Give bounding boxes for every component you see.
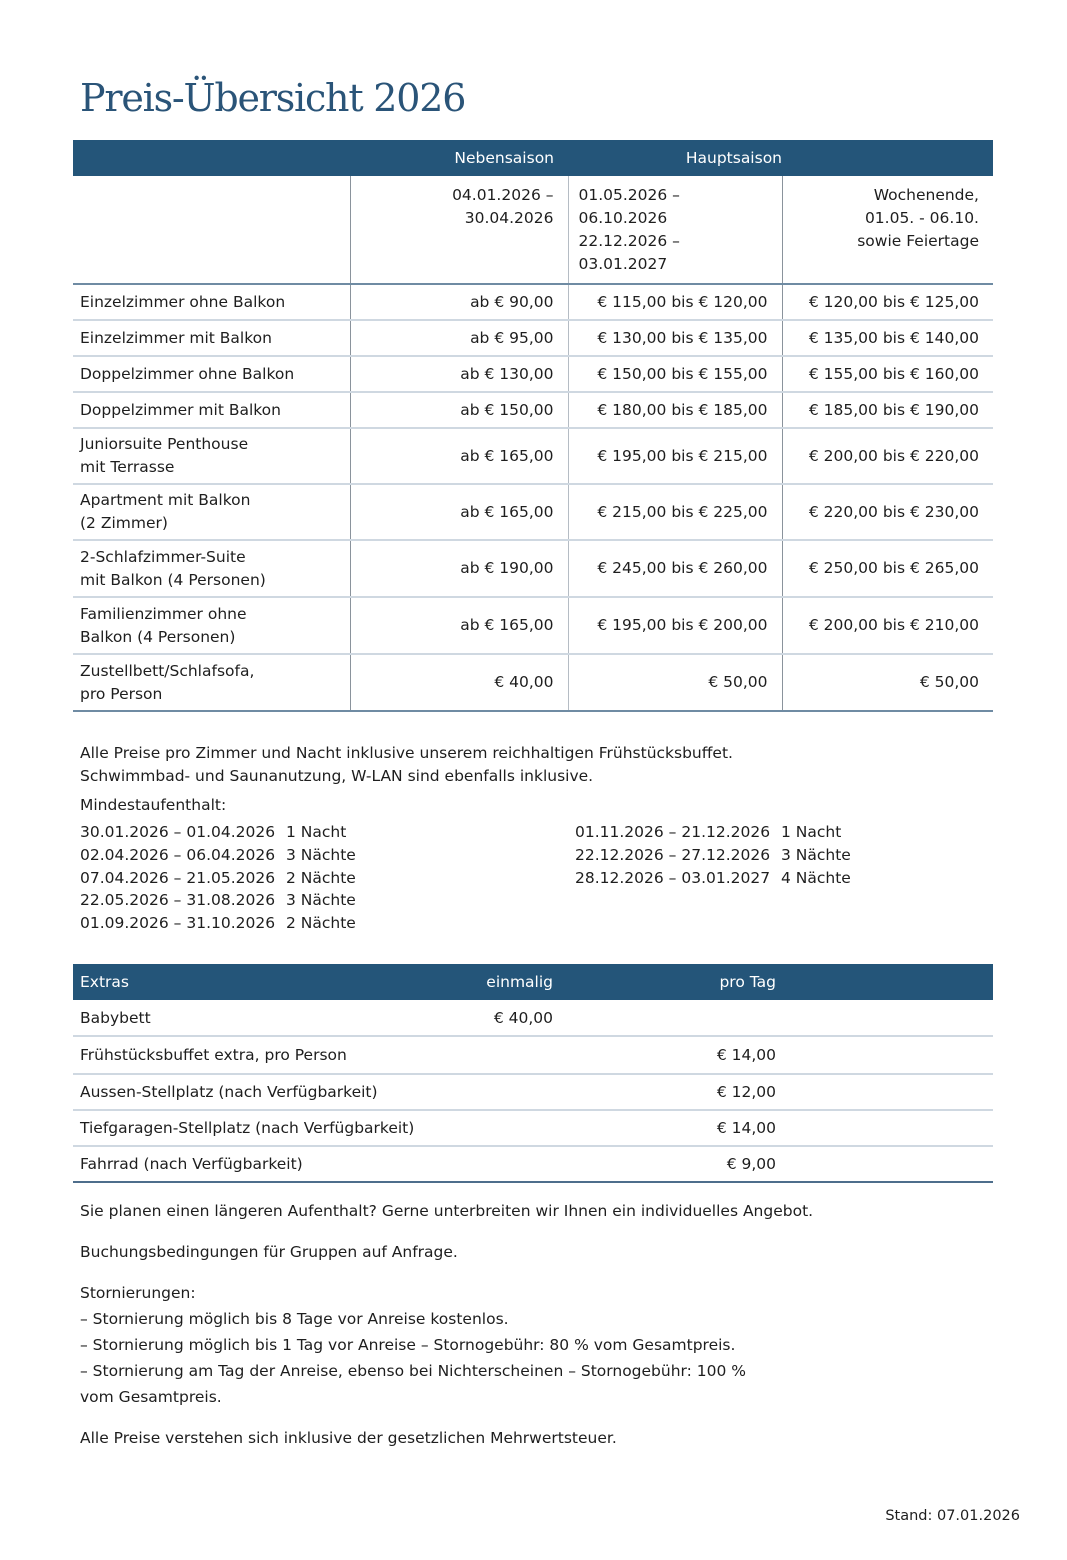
price-hauptsaison: € 50,00: [568, 654, 782, 711]
price-table-header: [73, 140, 993, 176]
min-stay-dates: 28.12.2026 – 03.01.2027: [575, 868, 771, 887]
table-row: [73, 392, 993, 428]
price-nebensaison: ab € 95,00: [350, 320, 568, 356]
period-weekend-line1: Wochenende,: [873, 186, 979, 204]
room-name-line1: Apartment mit Balkon: [80, 491, 251, 509]
min-stay-item: [80, 912, 356, 935]
room-name: [73, 484, 350, 540]
min-stay-item: [575, 844, 851, 867]
room-name-line2: mit Balkon (4 Personen): [80, 570, 266, 589]
price-hauptsaison: € 195,00 bis € 200,00: [568, 597, 782, 654]
header-extras: Extras: [73, 964, 473, 1000]
extra-name: Tiefgaragen-Stellplatz (nach Verfügbarkeit): [73, 1110, 473, 1146]
extra-once: [473, 1146, 553, 1182]
min-stay-nights: 1 Nacht: [781, 823, 842, 841]
extras-table-header: [73, 964, 993, 1000]
min-stay-nights: 2 Nächte: [286, 914, 356, 933]
min-stay-list-right: [575, 821, 851, 889]
notes-line1: Alle Preise pro Zimmer und Nacht inklusive unserem reichhaltigen Frühstücksbuffet.: [80, 744, 733, 762]
min-stay-nights: 3 Nächte: [286, 891, 356, 910]
min-stay-item: [575, 867, 851, 890]
min-stay-dates: 30.01.2026 – 01.04.2026: [80, 823, 276, 841]
price-weekend: € 250,00 bis € 265,00: [782, 540, 993, 597]
period-hauptsaison: [568, 176, 782, 284]
min-stay-dates: 02.04.2026 – 06.04.2026: [80, 845, 276, 864]
period-hauptsaison-line2: 22.12.2026 – 03.01.2027: [578, 232, 680, 273]
min-stay-item: [80, 889, 356, 912]
cancellation-item: – Stornierung am Tag der Anreise, ebenso bei Nichterscheinen – Stornogebühr: 100 %: [80, 1362, 747, 1380]
min-stay-item: [80, 867, 356, 890]
cancellation-label: Stornierungen:: [80, 1284, 196, 1302]
room-name-line1: Juniorsuite Penthouse: [80, 435, 249, 453]
extra-per-day: € 12,00: [553, 1074, 776, 1110]
min-stay-dates: 07.04.2026 – 21.05.2026: [80, 868, 276, 887]
extra-per-day: € 9,00: [553, 1146, 776, 1182]
price-weekend: € 135,00 bis € 140,00: [782, 320, 993, 356]
notes-line2: Schwimmbad- und Saunanutzung, W-LAN sind ebenfalls inklusive.: [80, 767, 594, 785]
room-name: Einzelzimmer ohne Balkon: [73, 284, 350, 320]
price-hauptsaison: € 245,00 bis € 260,00: [568, 540, 782, 597]
room-name: [73, 597, 350, 654]
price-weekend: € 200,00 bis € 220,00: [782, 428, 993, 484]
room-name-line1: Zustellbett/Schlafsofa,: [80, 661, 255, 680]
extra-once: [473, 1036, 553, 1074]
price-nebensaison: € 40,00: [350, 654, 568, 711]
groups-note: Buchungsbedingungen für Gruppen auf Anfrage.: [80, 1243, 458, 1261]
price-nebensaison: ab € 150,00: [350, 392, 568, 428]
price-hauptsaison: € 150,00 bis € 155,00: [568, 356, 782, 392]
extra-name: Aussen-Stellplatz (nach Verfügbarkeit): [73, 1074, 473, 1110]
room-name-line1: Familienzimmer ohne: [80, 604, 247, 623]
period-weekend-line3: sowie Feiertage: [857, 232, 979, 250]
table-row: [73, 356, 993, 392]
extras-table: [73, 964, 993, 1183]
table-row: [73, 428, 993, 484]
price-nebensaison: ab € 190,00: [350, 540, 568, 597]
min-stay-dates: 22.12.2026 – 27.12.2026: [575, 845, 771, 864]
longer-stay-note: Sie planen einen längeren Aufenthalt? Gerne unterbreiten wir Ihnen ein individuelles Angebot.: [80, 1202, 814, 1220]
price-hauptsaison: € 130,00 bis € 135,00: [568, 320, 782, 356]
room-name-line2: Balkon (4 Personen): [80, 627, 236, 646]
price-nebensaison: ab € 165,00: [350, 597, 568, 654]
min-stay-item: [575, 821, 851, 844]
price-nebensaison: ab € 130,00: [350, 356, 568, 392]
min-stay-dates: 01.11.2026 – 21.12.2026: [575, 823, 771, 841]
table-row: [73, 1000, 993, 1036]
min-stay-nights: 3 Nächte: [286, 845, 356, 864]
stand-date: Stand: 07.01.2026: [885, 1508, 1020, 1524]
table-row: [73, 540, 993, 597]
header-per-day: pro Tag: [553, 964, 776, 1000]
header-once: einmalig: [473, 964, 553, 1000]
extra-once: [473, 1110, 553, 1146]
room-name: Einzelzimmer mit Balkon: [73, 320, 350, 356]
min-stay-nights: 4 Nächte: [781, 868, 851, 887]
table-row: [73, 597, 993, 654]
extra-once: € 40,00: [473, 1000, 553, 1036]
room-name-line1: 2-Schlafzimmer-Suite: [80, 547, 246, 566]
price-table: [73, 140, 993, 712]
table-row: [73, 484, 993, 540]
price-nebensaison: ab € 165,00: [350, 428, 568, 484]
table-row: [73, 320, 993, 356]
price-weekend: € 200,00 bis € 210,00: [782, 597, 993, 654]
footer-notes: [80, 1198, 840, 1466]
header-hauptsaison: Hauptsaison: [568, 140, 782, 176]
cancellation-item: – Stornierung möglich bis 8 Tage vor Anreise kostenlos.: [80, 1310, 509, 1328]
min-stay-nights: 2 Nächte: [286, 868, 356, 887]
period-row: [73, 176, 993, 284]
price-weekend: € 120,00 bis € 125,00: [782, 284, 993, 320]
cancellation-policy: [80, 1280, 840, 1410]
price-weekend: € 155,00 bis € 160,00: [782, 356, 993, 392]
table-row: [73, 1036, 993, 1074]
table-row: [73, 654, 993, 711]
min-stay-label: Mindestaufenthalt:: [80, 796, 227, 814]
cancellation-item: vom Gesamtpreis.: [80, 1388, 222, 1406]
room-name-line2: mit Terrasse: [80, 458, 175, 476]
min-stay-nights: 1 Nacht: [286, 823, 347, 841]
table-row: [73, 1146, 993, 1182]
period-hauptsaison-line1: 01.05.2026 – 06.10.2026: [578, 186, 680, 227]
price-weekend: € 220,00 bis € 230,00: [782, 484, 993, 540]
extra-name: Frühstücksbuffet extra, pro Person: [73, 1036, 473, 1074]
extra-once: [473, 1074, 553, 1110]
table-row: [73, 1074, 993, 1110]
room-name: [73, 540, 350, 597]
price-hauptsaison: € 180,00 bis € 185,00: [568, 392, 782, 428]
min-stay-item: [80, 821, 356, 844]
room-name-line2: pro Person: [80, 684, 163, 703]
period-weekend: [782, 176, 993, 284]
room-name: [73, 428, 350, 484]
extra-name: Fahrrad (nach Verfügbarkeit): [73, 1146, 473, 1182]
room-name-line2: (2 Zimmer): [80, 514, 168, 532]
extra-per-day: € 14,00: [553, 1110, 776, 1146]
min-stay-item: [80, 844, 356, 867]
price-hauptsaison: € 115,00 bis € 120,00: [568, 284, 782, 320]
extra-per-day: [553, 1000, 776, 1036]
header-room: [73, 140, 350, 176]
period-weekend-line2: 01.05. - 06.10.: [864, 209, 979, 227]
table-row: [73, 1110, 993, 1146]
header-weekend: [782, 140, 993, 176]
table-row: [73, 284, 993, 320]
cancellation-item: – Stornierung möglich bis 1 Tag vor Anreise – Stornogebühr: 80 % vom Gesamtpreis.: [80, 1336, 736, 1354]
price-hauptsaison: € 215,00 bis € 225,00: [568, 484, 782, 540]
extra-name: Babybett: [73, 1000, 473, 1036]
extra-per-day: € 14,00: [553, 1036, 776, 1074]
min-stay-nights: 3 Nächte: [781, 845, 851, 864]
price-weekend: € 185,00 bis € 190,00: [782, 392, 993, 428]
room-name: [73, 654, 350, 711]
price-nebensaison: ab € 165,00: [350, 484, 568, 540]
page-title: Preis-Übersicht 2026: [80, 76, 466, 120]
min-stay-dates: 01.09.2026 – 31.10.2026: [80, 914, 276, 933]
min-stay-dates: 22.05.2026 – 31.08.2026: [80, 891, 276, 910]
price-weekend: € 50,00: [782, 654, 993, 711]
room-name: Doppelzimmer mit Balkon: [73, 392, 350, 428]
vat-note: Alle Preise verstehen sich inklusive der gesetzlichen Mehrwertsteuer.: [80, 1429, 617, 1447]
price-hauptsaison: € 195,00 bis € 215,00: [568, 428, 782, 484]
header-nebensaison: Nebensaison: [350, 140, 568, 176]
min-stay-list-left: [80, 821, 356, 935]
room-name: Doppelzimmer ohne Balkon: [73, 356, 350, 392]
price-notes: [80, 742, 733, 817]
period-nebensaison: 04.01.2026 – 30.04.2026: [350, 176, 568, 284]
price-nebensaison: ab € 90,00: [350, 284, 568, 320]
